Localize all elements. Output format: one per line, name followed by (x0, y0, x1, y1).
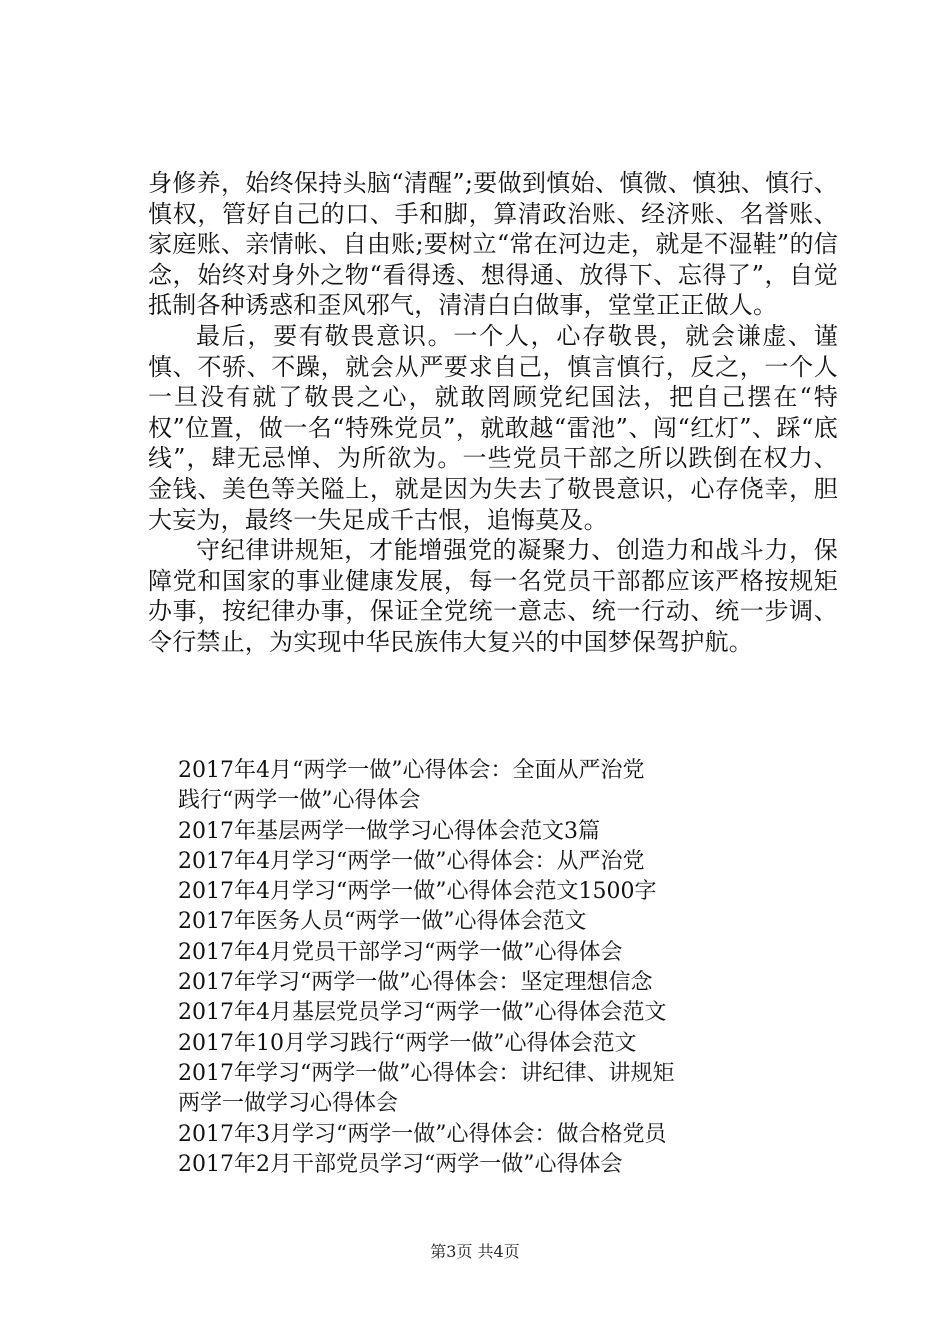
related-link[interactable]: 2017年学习“两学一做”心得体会：讲纪律、讲规矩 (178, 1060, 675, 1086)
related-link[interactable]: 2017年学习“两学一做”心得体会：坚定理想信念 (178, 970, 653, 996)
related-link[interactable]: 2017年3月学习“两学一做”心得体会：做合格党员 (178, 1121, 667, 1147)
related-link[interactable]: 2017年4月基层党员学习“两学一做”心得体会范文 (178, 1000, 667, 1026)
paragraph-conclusion: 守纪律讲规矩，才能增强党的凝聚力、创造力和战斗力，保障党和国家的事业健康发展，每一名党员干部都应该严格按规矩办事，按纪律办事，保证全党统一意志、统一行动、统一步调、令行禁止，为实现中华民族伟大复兴的中国梦保驾护航。 (148, 536, 838, 656)
related-link[interactable]: 2017年4月学习“两学一做”心得体会范文1500字 (178, 879, 657, 905)
page-number-footer: 第3页 共4页 (430, 1242, 520, 1261)
related-link[interactable]: 2017年基层两学一做学习心得体会范文3篇 (178, 818, 600, 844)
related-link[interactable]: 2017年4月党员干部学习“两学一做”心得体会 (178, 939, 623, 965)
related-link[interactable]: 两学一做学习心得体会 (178, 1091, 399, 1117)
related-link[interactable]: 2017年4月“两学一做”心得体会：全面从严治党 (178, 758, 645, 783)
related-articles-list (178, 756, 818, 1180)
related-link[interactable]: 2017年4月学习“两学一做”心得体会：从严治党 (178, 848, 645, 874)
related-link[interactable]: 2017年医务人员“两学一做”心得体会范文 (178, 909, 587, 935)
related-link[interactable]: 2017年2月干部党员学习“两学一做”心得体会 (178, 1151, 623, 1177)
related-link[interactable]: 践行“两学一做”心得体会 (178, 788, 421, 814)
paragraph-reverence: 最后，要有敬畏意识。一个人，心存敬畏，就会谦虚、谨慎、不骄、不躁，就会从严要求自己，慎言慎行，反之，一个人一旦没有就了敬畏之心，就敢罔顾党纪国法，把自己摆在“特权”位置，做一名“特殊党员”，就敢越“雷池”、闯“红灯”、踩“底线”，肆无忌惮、为所欲为。一些党员干部之所以跌倒在权力、金钱、美色等关隘上，就是因为失去了敬畏意识，心存侥幸，胆大妄为，最终一失足成千古恨，追悔莫及。 (148, 321, 838, 534)
paragraph-self-cultivation: 身修养，始终保持头脑“清醒”;要做到慎始、慎微、慎独、慎行、慎权，管好自己的口、手和脚，算清政治账、经济账、名誉账、家庭账、亲情帐、自由账;要树立“常在河边走，就是不湿鞋”的信念，始终对身外之物“看得透、想得通、放得下、忘得了”，自觉抵制各种诱惑和歪风邪气，清清白白做事，堂堂正正做人。 (148, 169, 838, 320)
article-body (148, 168, 838, 658)
related-link[interactable]: 2017年10月学习践行“两学一做”心得体会范文 (178, 1030, 637, 1056)
